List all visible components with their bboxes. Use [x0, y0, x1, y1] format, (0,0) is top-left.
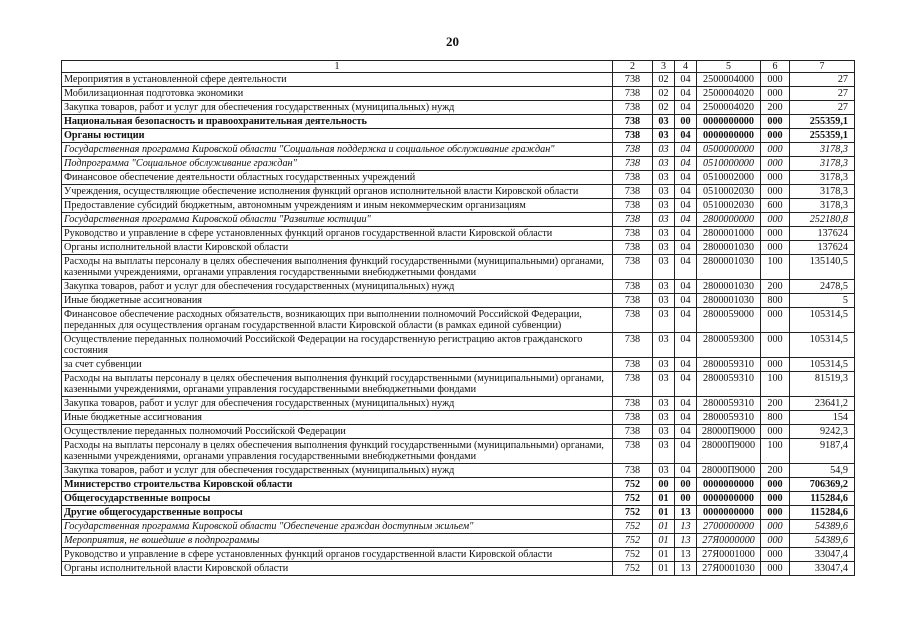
table-row	[62, 294, 855, 308]
row-expense-type-code: 000	[761, 492, 790, 506]
row-subsection-code: 04	[675, 73, 697, 87]
row-section-code: 03	[653, 143, 675, 157]
row-expense-type-code: 100	[761, 439, 790, 464]
row-section-code: 03	[653, 157, 675, 171]
row-target-code: 28000П9000	[697, 464, 761, 478]
table-row	[62, 185, 855, 199]
row-amount: 105314,5	[790, 358, 855, 372]
table-row	[62, 255, 855, 280]
row-expense-type-code: 200	[761, 280, 790, 294]
row-ministry-code: 738	[613, 73, 653, 87]
row-subsection-code: 04	[675, 333, 697, 358]
row-expense-type-code: 000	[761, 73, 790, 87]
row-target-code: 2800001030	[697, 255, 761, 280]
row-name: Расходы на выплаты персоналу в целях обеспечения выполнения функций государственными (муниципальными) органами, казенными учреждениями, органами управления государственными внебюджетными фондами	[62, 439, 613, 464]
row-target-code: 27Я0001000	[697, 548, 761, 562]
table-body	[62, 61, 855, 576]
row-section-code: 01	[653, 548, 675, 562]
row-name: Руководство и управление в сфере установленных функций органов государственной власти Кировской области	[62, 548, 613, 562]
table-row	[62, 372, 855, 397]
row-subsection-code: 13	[675, 534, 697, 548]
row-name: Иные бюджетные ассигнования	[62, 411, 613, 425]
row-section-code: 03	[653, 372, 675, 397]
header-cell: 7	[790, 61, 855, 73]
row-section-code: 03	[653, 294, 675, 308]
header-row	[62, 61, 855, 73]
row-amount: 54389,6	[790, 534, 855, 548]
table-row	[62, 308, 855, 333]
row-subsection-code: 04	[675, 185, 697, 199]
row-expense-type-code: 000	[761, 520, 790, 534]
row-expense-type-code: 100	[761, 372, 790, 397]
row-expense-type-code: 800	[761, 411, 790, 425]
table-row	[62, 358, 855, 372]
row-ministry-code: 738	[613, 171, 653, 185]
row-ministry-code: 752	[613, 520, 653, 534]
row-section-code: 03	[653, 308, 675, 333]
row-expense-type-code: 000	[761, 185, 790, 199]
row-amount: 9187,4	[790, 439, 855, 464]
row-amount: 2478,5	[790, 280, 855, 294]
table-row	[62, 280, 855, 294]
row-subsection-code: 04	[675, 439, 697, 464]
row-amount: 252180,8	[790, 213, 855, 227]
row-subsection-code: 04	[675, 87, 697, 101]
table-row	[62, 87, 855, 101]
row-name: Государственная программа Кировской области "Обеспечение граждан доступным жильем"	[62, 520, 613, 534]
row-name: Другие общегосударственные вопросы	[62, 506, 613, 520]
row-amount: 27	[790, 87, 855, 101]
row-subsection-code: 04	[675, 464, 697, 478]
row-amount: 81519,3	[790, 372, 855, 397]
header-cell: 1	[62, 61, 613, 73]
row-ministry-code: 738	[613, 87, 653, 101]
row-ministry-code: 738	[613, 308, 653, 333]
row-subsection-code: 00	[675, 115, 697, 129]
row-section-code: 01	[653, 520, 675, 534]
row-target-code: 0000000000	[697, 506, 761, 520]
row-target-code: 0000000000	[697, 115, 761, 129]
row-amount: 33047,4	[790, 562, 855, 576]
row-subsection-code: 04	[675, 171, 697, 185]
row-section-code: 01	[653, 492, 675, 506]
row-section-code: 03	[653, 411, 675, 425]
table-row	[62, 464, 855, 478]
row-ministry-code: 738	[613, 143, 653, 157]
header-cell: 5	[697, 61, 761, 73]
table-row	[62, 115, 855, 129]
row-ministry-code: 752	[613, 534, 653, 548]
table-row	[62, 534, 855, 548]
row-name: Закупка товаров, работ и услуг для обеспечения государственных (муниципальных) нужд	[62, 280, 613, 294]
row-amount: 137624	[790, 227, 855, 241]
row-expense-type-code: 100	[761, 255, 790, 280]
row-subsection-code: 04	[675, 227, 697, 241]
table-row	[62, 333, 855, 358]
row-section-code: 01	[653, 534, 675, 548]
row-section-code: 03	[653, 280, 675, 294]
table-row	[62, 478, 855, 492]
row-expense-type-code: 000	[761, 227, 790, 241]
page-number: 20	[446, 34, 459, 49]
row-target-code: 0000000000	[697, 478, 761, 492]
row-amount: 9242,3	[790, 425, 855, 439]
row-ministry-code: 738	[613, 101, 653, 115]
row-target-code: 2500004020	[697, 87, 761, 101]
row-ministry-code: 738	[613, 213, 653, 227]
row-subsection-code: 04	[675, 101, 697, 115]
row-ministry-code: 738	[613, 255, 653, 280]
row-amount: 27	[790, 73, 855, 87]
row-section-code: 03	[653, 333, 675, 358]
row-target-code: 2800001030	[697, 241, 761, 255]
row-ministry-code: 752	[613, 478, 653, 492]
row-expense-type-code: 000	[761, 213, 790, 227]
table-row	[62, 213, 855, 227]
table-row	[62, 548, 855, 562]
row-expense-type-code: 000	[761, 425, 790, 439]
row-name: Мобилизационная подготовка экономики	[62, 87, 613, 101]
row-target-code: 0000000000	[697, 492, 761, 506]
row-ministry-code: 738	[613, 280, 653, 294]
row-amount: 105314,5	[790, 308, 855, 333]
row-expense-type-code: 000	[761, 143, 790, 157]
row-amount: 255359,1	[790, 129, 855, 143]
row-amount: 3178,3	[790, 157, 855, 171]
row-target-code: 0500000000	[697, 143, 761, 157]
row-section-code: 03	[653, 425, 675, 439]
row-ministry-code: 738	[613, 241, 653, 255]
row-amount: 255359,1	[790, 115, 855, 129]
row-name: Общегосударственные вопросы	[62, 492, 613, 506]
row-subsection-code: 04	[675, 255, 697, 280]
row-ministry-code: 738	[613, 115, 653, 129]
row-target-code: 2500004000	[697, 73, 761, 87]
row-name: Закупка товаров, работ и услуг для обеспечения государственных (муниципальных) нужд	[62, 464, 613, 478]
row-amount: 3178,3	[790, 185, 855, 199]
row-amount: 706369,2	[790, 478, 855, 492]
row-expense-type-code: 000	[761, 534, 790, 548]
row-subsection-code: 00	[675, 492, 697, 506]
row-section-code: 03	[653, 115, 675, 129]
table-row	[62, 411, 855, 425]
row-amount: 5	[790, 294, 855, 308]
row-subsection-code: 04	[675, 213, 697, 227]
row-subsection-code: 13	[675, 548, 697, 562]
row-target-code: 27Я0001030	[697, 562, 761, 576]
row-amount: 105314,5	[790, 333, 855, 358]
row-section-code: 02	[653, 87, 675, 101]
row-section-code: 03	[653, 171, 675, 185]
header-cell: 6	[761, 61, 790, 73]
row-subsection-code: 04	[675, 425, 697, 439]
row-amount: 54,9	[790, 464, 855, 478]
row-expense-type-code: 000	[761, 87, 790, 101]
row-target-code: 2800059310	[697, 411, 761, 425]
row-ministry-code: 752	[613, 506, 653, 520]
row-ministry-code: 738	[613, 199, 653, 213]
row-section-code: 03	[653, 129, 675, 143]
row-ministry-code: 752	[613, 562, 653, 576]
row-subsection-code: 04	[675, 411, 697, 425]
row-expense-type-code: 000	[761, 333, 790, 358]
row-expense-type-code: 000	[761, 157, 790, 171]
row-target-code: 27Я0000000	[697, 534, 761, 548]
row-name: за счет субвенции	[62, 358, 613, 372]
table-row	[62, 425, 855, 439]
budget-table	[61, 60, 855, 576]
row-name: Учреждения, осуществляющие обеспечение исполнения функций органов исполнительной власти Кировской области	[62, 185, 613, 199]
row-ministry-code: 752	[613, 548, 653, 562]
row-target-code: 0510000000	[697, 157, 761, 171]
row-amount: 154	[790, 411, 855, 425]
row-subsection-code: 04	[675, 143, 697, 157]
row-amount: 33047,4	[790, 548, 855, 562]
row-subsection-code: 04	[675, 157, 697, 171]
row-expense-type-code: 000	[761, 506, 790, 520]
table-row	[62, 101, 855, 115]
row-amount: 27	[790, 101, 855, 115]
row-name: Закупка товаров, работ и услуг для обеспечения государственных (муниципальных) нужд	[62, 101, 613, 115]
row-ministry-code: 738	[613, 157, 653, 171]
row-expense-type-code: 200	[761, 464, 790, 478]
row-section-code: 03	[653, 213, 675, 227]
row-expense-type-code: 800	[761, 294, 790, 308]
row-subsection-code: 04	[675, 241, 697, 255]
row-ministry-code: 752	[613, 492, 653, 506]
row-subsection-code: 13	[675, 562, 697, 576]
row-amount: 3178,3	[790, 171, 855, 185]
row-expense-type-code: 000	[761, 171, 790, 185]
row-section-code: 02	[653, 101, 675, 115]
row-expense-type-code: 200	[761, 397, 790, 411]
row-amount: 137624	[790, 241, 855, 255]
row-amount: 135140,5	[790, 255, 855, 280]
row-expense-type-code: 000	[761, 358, 790, 372]
row-target-code: 28000П9000	[697, 425, 761, 439]
row-target-code: 2800001030	[697, 280, 761, 294]
row-name: Министерство строительства Кировской области	[62, 478, 613, 492]
table-row	[62, 199, 855, 213]
row-name: Предоставление субсидий бюджетным, автономным учреждениям и иным некоммерческим организациям	[62, 199, 613, 213]
row-name: Расходы на выплаты персоналу в целях обеспечения выполнения функций государственными (муниципальными) органами, казенными учреждениями, органами управления государственными внебюджетными фондами	[62, 372, 613, 397]
row-ministry-code: 738	[613, 411, 653, 425]
table-row	[62, 157, 855, 171]
table-row	[62, 439, 855, 464]
row-name: Национальная безопасность и правоохранительная деятельность	[62, 115, 613, 129]
row-name: Подпрограмма "Социальное обслуживание граждан"	[62, 157, 613, 171]
row-section-code: 03	[653, 358, 675, 372]
row-section-code: 03	[653, 255, 675, 280]
row-ministry-code: 738	[613, 358, 653, 372]
table-row	[62, 129, 855, 143]
row-subsection-code: 13	[675, 520, 697, 534]
row-name: Закупка товаров, работ и услуг для обеспечения государственных (муниципальных) нужд	[62, 397, 613, 411]
row-target-code: 2800059310	[697, 397, 761, 411]
header-cell: 4	[675, 61, 697, 73]
row-ministry-code: 738	[613, 397, 653, 411]
table-row	[62, 227, 855, 241]
row-target-code: 2800059300	[697, 333, 761, 358]
row-section-code: 03	[653, 199, 675, 213]
table-row	[62, 171, 855, 185]
row-section-code: 03	[653, 397, 675, 411]
row-target-code: 2800000000	[697, 213, 761, 227]
row-section-code: 03	[653, 241, 675, 255]
row-expense-type-code: 200	[761, 101, 790, 115]
row-target-code: 28000П9000	[697, 439, 761, 464]
row-subsection-code: 13	[675, 506, 697, 520]
row-expense-type-code: 000	[761, 241, 790, 255]
row-expense-type-code: 000	[761, 548, 790, 562]
row-section-code: 03	[653, 439, 675, 464]
row-target-code: 2800001000	[697, 227, 761, 241]
table-row	[62, 562, 855, 576]
row-ministry-code: 738	[613, 185, 653, 199]
row-section-code: 03	[653, 464, 675, 478]
row-target-code: 2700000000	[697, 520, 761, 534]
header-cell: 3	[653, 61, 675, 73]
table-row	[62, 241, 855, 255]
row-name: Органы исполнительной власти Кировской области	[62, 241, 613, 255]
row-target-code: 0510002030	[697, 199, 761, 213]
row-subsection-code: 04	[675, 308, 697, 333]
row-subsection-code: 04	[675, 199, 697, 213]
row-ministry-code: 738	[613, 227, 653, 241]
row-subsection-code: 00	[675, 478, 697, 492]
row-section-code: 03	[653, 185, 675, 199]
row-target-code: 2800059310	[697, 372, 761, 397]
row-subsection-code: 04	[675, 280, 697, 294]
row-ministry-code: 738	[613, 439, 653, 464]
row-name: Финансовое обеспечение деятельности областных государственных учреждений	[62, 171, 613, 185]
row-ministry-code: 738	[613, 294, 653, 308]
table-row	[62, 143, 855, 157]
row-name: Руководство и управление в сфере установленных функций органов государственной власти Кировской области	[62, 227, 613, 241]
row-subsection-code: 04	[675, 372, 697, 397]
row-target-code: 0000000000	[697, 129, 761, 143]
row-name: Расходы на выплаты персоналу в целях обеспечения выполнения функций государственными (муниципальными) органами, казенными учреждениями, органами управления государственными внебюджетными фондами	[62, 255, 613, 280]
row-name: Государственная программа Кировской области "Развитие юстиции"	[62, 213, 613, 227]
row-name: Иные бюджетные ассигнования	[62, 294, 613, 308]
row-amount: 23641,2	[790, 397, 855, 411]
row-expense-type-code: 000	[761, 478, 790, 492]
row-expense-type-code: 000	[761, 308, 790, 333]
row-ministry-code: 738	[613, 425, 653, 439]
row-ministry-code: 738	[613, 333, 653, 358]
row-section-code: 02	[653, 73, 675, 87]
row-ministry-code: 738	[613, 129, 653, 143]
header-cell: 2	[613, 61, 653, 73]
row-name: Государственная программа Кировской области "Социальная поддержка и социальное обслуживание граждан"	[62, 143, 613, 157]
row-target-code: 2800059000	[697, 308, 761, 333]
row-section-code: 03	[653, 227, 675, 241]
row-section-code: 00	[653, 478, 675, 492]
row-target-code: 2800001030	[697, 294, 761, 308]
row-name: Осуществление переданных полномочий Российской Федерации на государственную регистрацию актов гражданского состояния	[62, 333, 613, 358]
row-ministry-code: 738	[613, 464, 653, 478]
row-amount: 3178,3	[790, 199, 855, 213]
row-section-code: 01	[653, 562, 675, 576]
row-section-code: 01	[653, 506, 675, 520]
row-expense-type-code: 000	[761, 562, 790, 576]
row-subsection-code: 04	[675, 129, 697, 143]
row-amount: 3178,3	[790, 143, 855, 157]
row-target-code: 2500004020	[697, 101, 761, 115]
row-subsection-code: 04	[675, 397, 697, 411]
table-row	[62, 520, 855, 534]
row-subsection-code: 04	[675, 358, 697, 372]
table-row	[62, 397, 855, 411]
row-amount: 115284,6	[790, 506, 855, 520]
row-ministry-code: 738	[613, 372, 653, 397]
row-amount: 115284,6	[790, 492, 855, 506]
row-amount: 54389,6	[790, 520, 855, 534]
row-expense-type-code: 000	[761, 115, 790, 129]
row-name: Мероприятия, не вошедшие в подпрограммы	[62, 534, 613, 548]
row-name: Финансовое обеспечение расходных обязательств, возникающих при выполнении полномочий Российской Федерации, переданных для осуществления органам государственной власти Кировской области (в рамках единой субвенции)	[62, 308, 613, 333]
row-name: Органы исполнительной власти Кировской области	[62, 562, 613, 576]
row-name: Органы юстиции	[62, 129, 613, 143]
row-target-code: 2800059310	[697, 358, 761, 372]
table-row	[62, 506, 855, 520]
row-target-code: 0510002030	[697, 185, 761, 199]
row-expense-type-code: 000	[761, 129, 790, 143]
table-row	[62, 492, 855, 506]
table-row	[62, 73, 855, 87]
row-target-code: 0510002000	[697, 171, 761, 185]
row-name: Мероприятия в установленной сфере деятельности	[62, 73, 613, 87]
row-expense-type-code: 600	[761, 199, 790, 213]
row-name: Осуществление переданных полномочий Российской Федерации	[62, 425, 613, 439]
row-subsection-code: 04	[675, 294, 697, 308]
